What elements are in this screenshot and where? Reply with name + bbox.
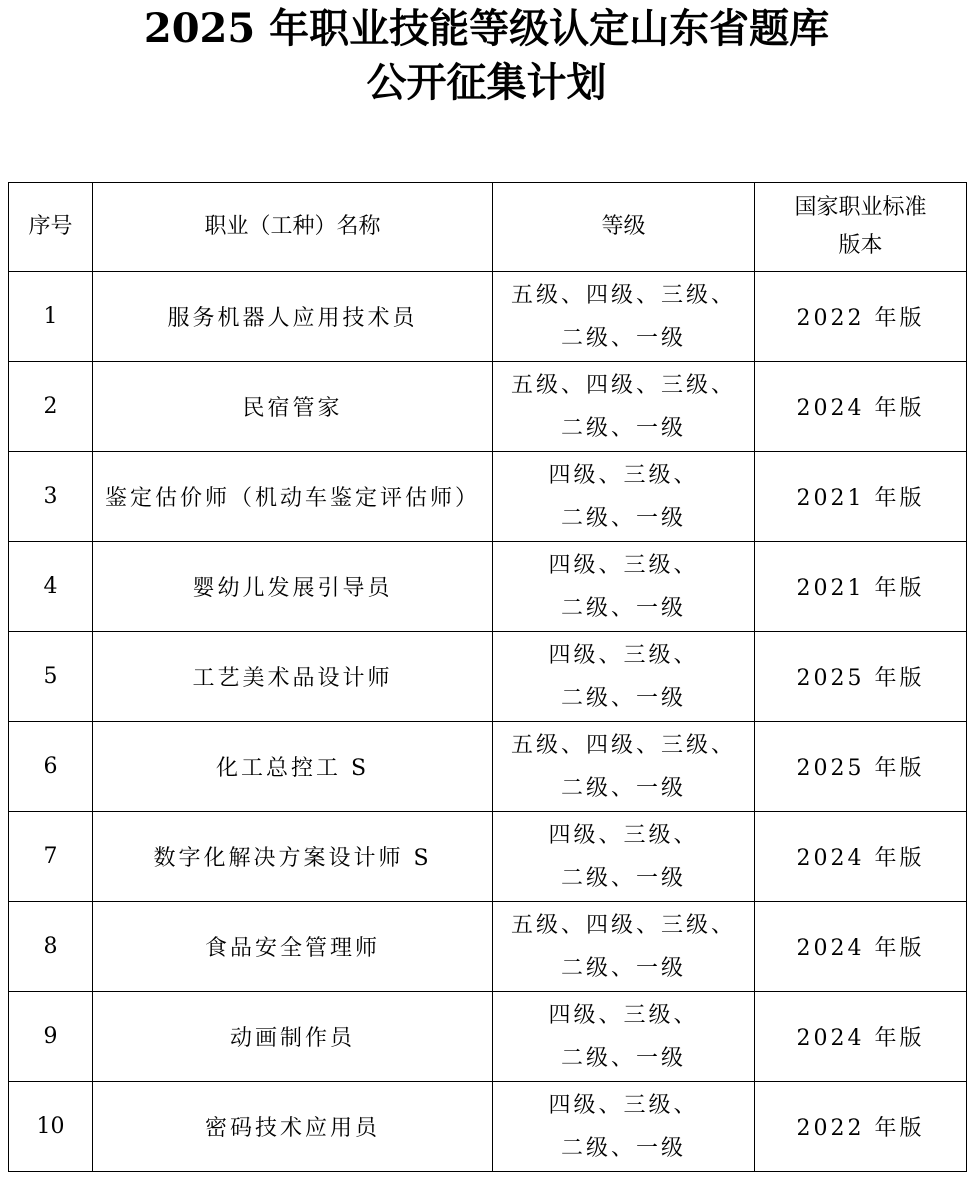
row-levels [493, 452, 755, 542]
row-occupation-name: 食品安全管理师 [93, 902, 493, 992]
header-standard-line-1: 国家职业标准 [794, 195, 927, 220]
row-levels [493, 722, 755, 812]
row-levels-line-2: 二级、一级 [560, 1045, 686, 1071]
row-index: 4 [9, 542, 93, 632]
row-levels [493, 542, 755, 632]
row-levels-line-2: 二级、一级 [560, 865, 686, 891]
row-levels-line-1: 五级、四级、三级、 [510, 732, 736, 758]
header-index: 序号 [9, 183, 93, 272]
page-title [0, 2, 973, 110]
row-occupation-name: 密码技术应用员 [93, 1082, 493, 1172]
row-occupation-name: 数字化解决方案设计师 S [93, 812, 493, 902]
row-occupation-name: 婴幼儿发展引导员 [93, 542, 493, 632]
title-line-1: 2025 年职业技能等级认定山东省题库 [143, 5, 830, 52]
table-row [9, 632, 967, 722]
row-occupation-name: 工艺美术品设计师 [93, 632, 493, 722]
row-standard-version: 2022 年版 [755, 272, 967, 362]
row-standard-version: 2024 年版 [755, 902, 967, 992]
row-levels-line-1: 四级、三级、 [548, 642, 699, 668]
header-standard [755, 183, 967, 272]
row-levels-line-2: 二级、一级 [560, 775, 686, 801]
title-line-2: 公开征集计划 [366, 59, 607, 106]
row-index: 10 [9, 1082, 93, 1172]
row-occupation-name: 动画制作员 [93, 992, 493, 1082]
row-index: 3 [9, 452, 93, 542]
row-standard-version: 2021 年版 [755, 452, 967, 542]
table-header-row [9, 183, 967, 272]
row-occupation-name: 化工总控工 S [93, 722, 493, 812]
row-standard-version: 2024 年版 [755, 362, 967, 452]
row-levels-line-1: 四级、三级、 [548, 1092, 699, 1118]
table-row [9, 722, 967, 812]
table-row [9, 1082, 967, 1172]
row-standard-version: 2025 年版 [755, 722, 967, 812]
row-levels-line-1: 四级、三级、 [548, 1002, 699, 1028]
row-index: 9 [9, 992, 93, 1082]
table-row [9, 542, 967, 632]
row-occupation-name: 服务机器人应用技术员 [93, 272, 493, 362]
header-standard-line-2: 版本 [838, 233, 883, 258]
table-row [9, 992, 967, 1082]
row-levels-line-2: 二级、一级 [560, 415, 686, 441]
row-levels [493, 362, 755, 452]
row-standard-version: 2024 年版 [755, 992, 967, 1082]
row-standard-version: 2022 年版 [755, 1082, 967, 1172]
row-levels-line-1: 五级、四级、三级、 [510, 372, 736, 398]
row-levels-line-2: 二级、一级 [560, 325, 686, 351]
row-levels [493, 902, 755, 992]
row-index: 5 [9, 632, 93, 722]
row-occupation-name: 鉴定估价师（机动车鉴定评估师） [93, 452, 493, 542]
row-levels-line-1: 四级、三级、 [548, 462, 699, 488]
row-levels [493, 632, 755, 722]
row-standard-version: 2024 年版 [755, 812, 967, 902]
row-index: 7 [9, 812, 93, 902]
table-row [9, 362, 967, 452]
table-row [9, 272, 967, 362]
row-levels [493, 1082, 755, 1172]
header-name: 职业（工种）名称 [93, 183, 493, 272]
row-levels-line-2: 二级、一级 [560, 505, 686, 531]
row-occupation-name: 民宿管家 [93, 362, 493, 452]
header-level: 等级 [493, 183, 755, 272]
row-levels-line-2: 二级、一级 [560, 1135, 686, 1161]
table-row [9, 902, 967, 992]
row-standard-version: 2025 年版 [755, 632, 967, 722]
row-levels-line-2: 二级、一级 [560, 595, 686, 621]
row-levels [493, 992, 755, 1082]
row-index: 6 [9, 722, 93, 812]
row-levels-line-2: 二级、一级 [560, 955, 686, 981]
row-index: 8 [9, 902, 93, 992]
row-levels [493, 272, 755, 362]
row-levels-line-1: 四级、三级、 [548, 822, 699, 848]
occupation-table [8, 182, 967, 1172]
row-levels-line-1: 四级、三级、 [548, 552, 699, 578]
row-standard-version: 2021 年版 [755, 542, 967, 632]
row-levels-line-1: 五级、四级、三级、 [510, 282, 736, 308]
table-row [9, 452, 967, 542]
row-index: 1 [9, 272, 93, 362]
row-levels-line-2: 二级、一级 [560, 685, 686, 711]
row-levels [493, 812, 755, 902]
row-levels-line-1: 五级、四级、三级、 [510, 912, 736, 938]
row-index: 2 [9, 362, 93, 452]
table-row [9, 812, 967, 902]
